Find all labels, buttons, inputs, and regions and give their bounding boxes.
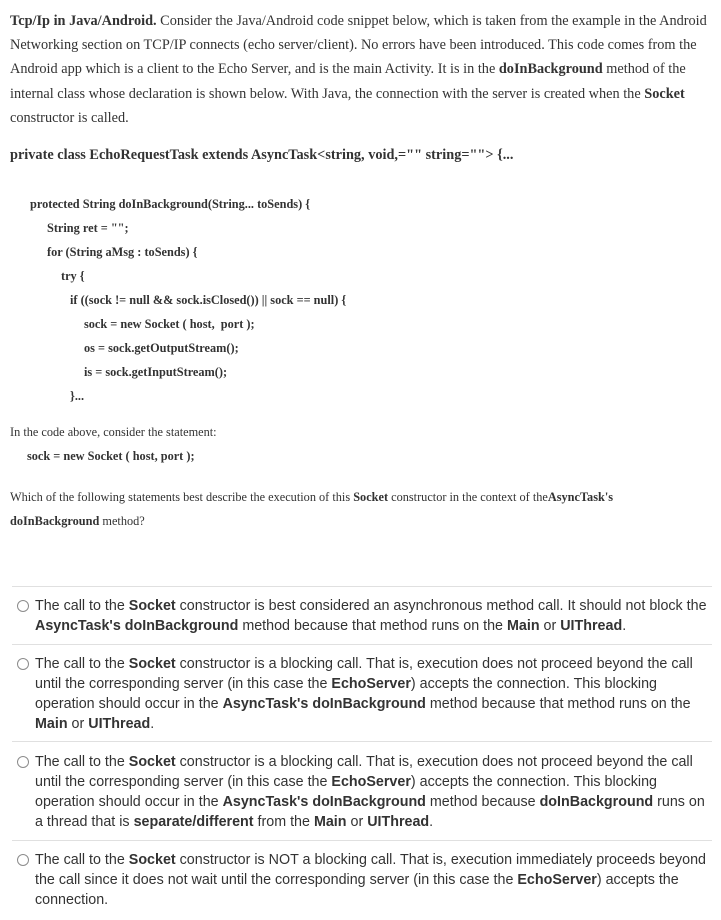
- answer-option-2[interactable]: [12, 644, 712, 742]
- code-line: try {: [61, 269, 85, 283]
- code-line: if ((sock != null && sock.isClosed()) || sock == null) {: [70, 293, 347, 307]
- code-line: os = sock.getOutputStream();: [84, 341, 239, 355]
- intro-title: Tcp/Ip in Java/Android.: [10, 13, 157, 29]
- radio-button[interactable]: [17, 658, 29, 670]
- statement-code: sock = new Socket ( host, port );: [27, 449, 195, 463]
- radio-button[interactable]: [17, 854, 29, 866]
- class-declaration: private class EchoRequestTask extends AsyncTask<string, void,="" string=""> {...: [10, 147, 514, 163]
- answer-option-1[interactable]: [12, 586, 712, 645]
- statement-intro: In the code above, consider the statement:: [10, 425, 217, 439]
- code-line: String ret = "";: [47, 221, 129, 235]
- radio-button[interactable]: [17, 756, 29, 768]
- option-label[interactable]: The call to the Socket constructor is a blocking call. That is, execution does not proceed beyond the call until the corresponding server (in this case the EchoServer) accepts the connection. This blocking operation should occur in the AsyncTask's doInBackground method because doInBackground runs on a thread that is separate/different from the Main or UIThread.: [35, 754, 705, 830]
- code-line: }...: [70, 389, 85, 403]
- answer-option-4[interactable]: [12, 840, 712, 920]
- code-line: sock = new Socket ( host, port );: [84, 317, 255, 331]
- option-label[interactable]: The call to the Socket constructor is a blocking call. That is, execution does not proceed beyond the call until the corresponding server (in this case the EchoServer) accepts the connection. This blocking operation should occur in the AsyncTask's doInBackground method because that method runs on the Main or UIThread.: [35, 656, 693, 732]
- code-line: protected String doInBackground(String... toSends) {: [30, 197, 311, 211]
- option-label[interactable]: The call to the Socket constructor is NOT a blocking call. That is, execution immediately proceeds beyond the call since it does not wait until the corresponding server (in this case the EchoServer) accepts the connection.: [35, 852, 706, 908]
- option-label[interactable]: The call to the Socket constructor is best considered an asynchronous method call. It should not block the AsyncTask's doInBackground method because that method runs on the Main or UIThread.: [35, 598, 707, 634]
- intro-paragraph: Tcp/Ip in Java/Android. Consider the Java/Android code snippet below, which is taken from the example in the Android Networking section on TCP/IP connects (echo server/client). No errors have been introduced. This code comes from the Android app which is a client to the Echo Server, and is the main Activity. It is in the doInBackground method of the internal class whose declaration is shown below. With Java, the connection with the server is created when the Socket constructor is called.: [10, 13, 707, 126]
- code-line: is = sock.getInputStream();: [84, 365, 228, 379]
- answer-option-3[interactable]: [12, 741, 712, 841]
- radio-button[interactable]: [17, 600, 29, 612]
- question-text: Which of the following statements best describe the execution of this Socket constructor in the context of theAsyncTask's doInBackground method?: [10, 490, 614, 528]
- code-line: for (String aMsg : toSends) {: [47, 245, 198, 259]
